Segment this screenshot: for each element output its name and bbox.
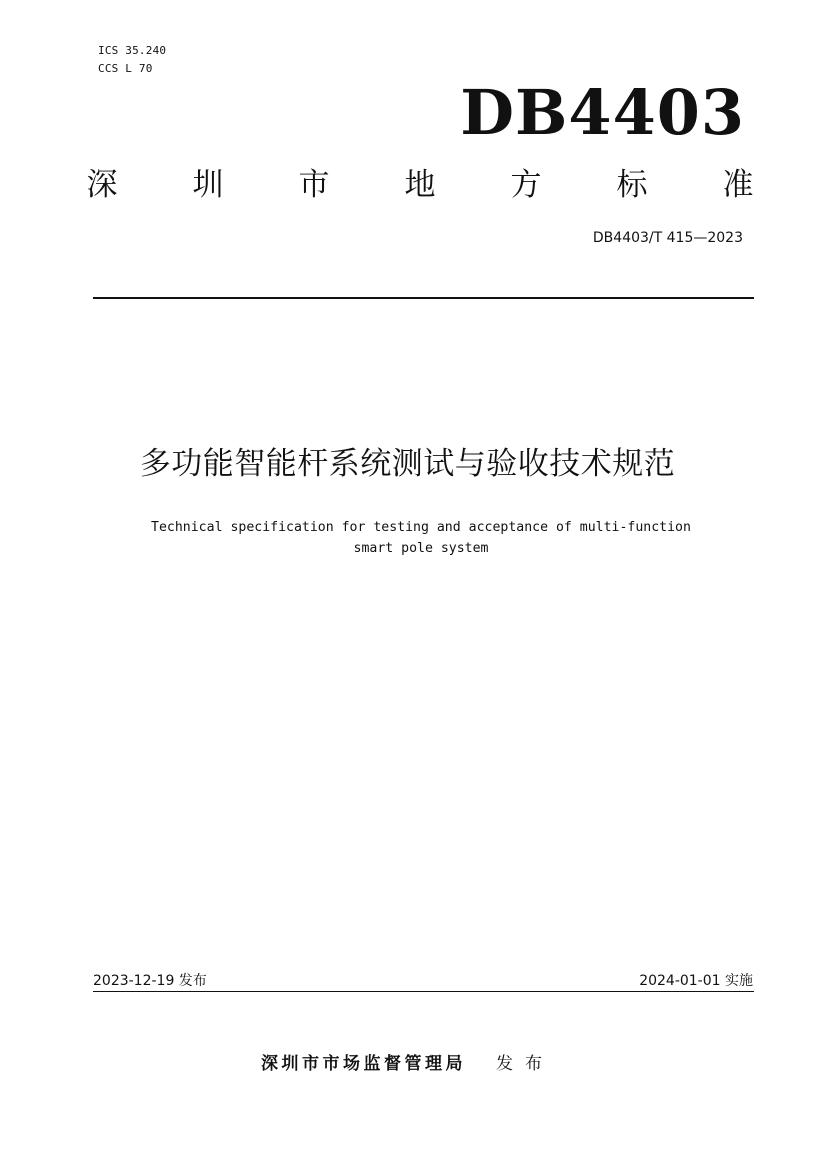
footer-divider — [93, 991, 754, 992]
standard-type-char: 标 — [616, 167, 648, 203]
title-chinese: 多功能智能杆系统测试与验收技术规范 — [139, 446, 676, 482]
ics-code: ICS 35.240 — [98, 44, 167, 57]
publisher-name: 深圳市市场监督管理局 — [261, 1054, 466, 1074]
standard-type-char: 深 — [86, 167, 118, 203]
issue-date: 2023-12-19 发布 — [93, 973, 207, 989]
standard-type — [86, 165, 754, 205]
ccs-code: CCS L 70 — [98, 62, 153, 75]
title-english-line: Technical specification for testing and acceptance of multi-function — [151, 520, 691, 535]
standard-type-char: 地 — [404, 167, 436, 203]
title-english-line: smart pole system — [353, 541, 489, 556]
standard-type-char: 圳 — [192, 167, 224, 203]
implementation-date: 2024-01-01 实施 — [639, 973, 753, 989]
standard-type-char: 方 — [510, 167, 542, 203]
standard-number: DB4403/T 415—2023 — [592, 230, 743, 246]
publisher-line — [0, 1053, 815, 1075]
header-divider — [93, 297, 754, 299]
standard-type-char: 市 — [298, 167, 330, 203]
title-english — [60, 517, 782, 559]
standard-prefix: DB4403 — [460, 76, 745, 149]
standard-type-char: 准 — [722, 167, 754, 203]
publish-label: 发布 — [496, 1054, 554, 1074]
